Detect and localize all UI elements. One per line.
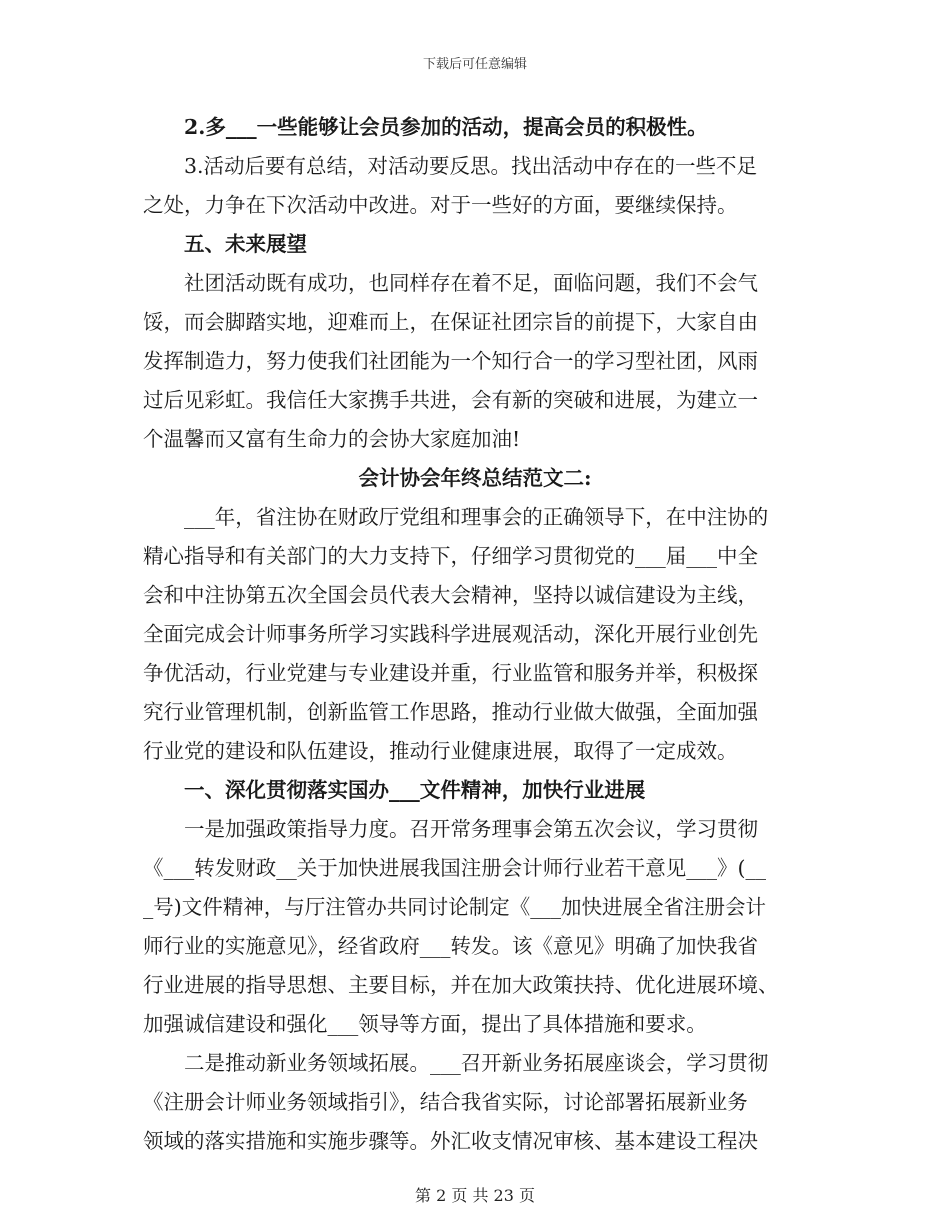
text-line: 个温馨而又富有生命力的会协大家庭加油! (143, 427, 521, 451)
text-line: 发挥制造力，努力使我们社团能为一个知行合一的学习型社团，风雨 (143, 349, 758, 373)
text-line: 究行业管理机制，创新监管工作思路，推动行业做大做强，全面加强 (143, 700, 758, 724)
text-line: 行业进展的指导思想、主要目标，并在加大政策扶持、优化进展环境、 (143, 973, 779, 997)
text-line: 《___转发财政__关于加快进展我国注册会计师行业若干意见___》(__ (143, 856, 766, 880)
text-line: 领域的落实措施和实施步骤等。外汇收支情况审核、基本建设工程决 (143, 1129, 758, 1153)
text-line: 会和中注协第五次全国会员代表大会精神，坚持以诚信建设为主线， (143, 583, 758, 607)
text-line: 馁，而会脚踏实地，迎难而上，在保证社团宗旨的前提下，大家自由 (143, 310, 758, 334)
section-heading: 一、深化贯彻落实国办___文件精神，加快行业进展 (184, 778, 646, 802)
text-line: 争优活动，行业党建与专业建设并重，行业监管和服务并举，积极探 (143, 661, 758, 685)
text-line: 师行业的实施意见》，经省政府___转发。该《意见》明确了加快我省 (143, 934, 758, 958)
text-line: ___年，省注协在财政厅党组和理事会的正确领导下，在中注协的 (184, 505, 769, 529)
text-line: 行业党的建设和队伍建设，推动行业健康进展，取得了一定成效。 (143, 739, 738, 763)
text-line: 3.活动后要有总结，对活动要反思。找出活动中存在的一些不足 (184, 154, 758, 178)
section-heading: 2.多___一些能够让会员参加的活动，提高会员的积极性。 (184, 115, 708, 139)
section-heading: 五、未来展望 (184, 232, 307, 256)
text-line: 过后见彩虹。我信任大家携手共进，会有新的突破和进展，为建立一 (143, 388, 758, 412)
text-line: 《注册会计师业务领域指引》，结合我省实际，讨论部署拓展新业务 (143, 1090, 748, 1114)
text-line: 二是推动新业务领域拓展。___召开新业务拓展座谈会，学习贯彻 (184, 1051, 769, 1075)
text-line: 精心指导和有关部门的大力支持下，仔细学习贯彻党的___届___中全 (143, 544, 758, 568)
text-line: 全面完成会计师事务所学习实践科学进展观活动，深化开展行业创先 (143, 622, 758, 646)
text-line: 一是加强政策指导力度。召开常务理事会第五次会议，学习贯彻 (184, 817, 758, 841)
text-line: 加强诚信建设和强化___领导等方面，提出了具体措施和要求。 (143, 1012, 707, 1036)
document-body (143, 108, 807, 1161)
text-line: 之处，力争在下次活动中改进。对于一些好的方面，要继续保持。 (143, 193, 738, 217)
page-header: 下载后可任意编辑 (422, 57, 527, 72)
page-number: 第 2 页 共 23 页 (415, 1186, 535, 1205)
text-line: _号)文件精神，与厅注管办共同讨论制定《___加快进展全省注册会计 (143, 895, 766, 919)
text-line: 社团活动既有成功，也同样存在着不足，面临问题，我们不会气 (184, 271, 758, 295)
section-heading: 会计协会年终总结范文二: (358, 466, 592, 490)
